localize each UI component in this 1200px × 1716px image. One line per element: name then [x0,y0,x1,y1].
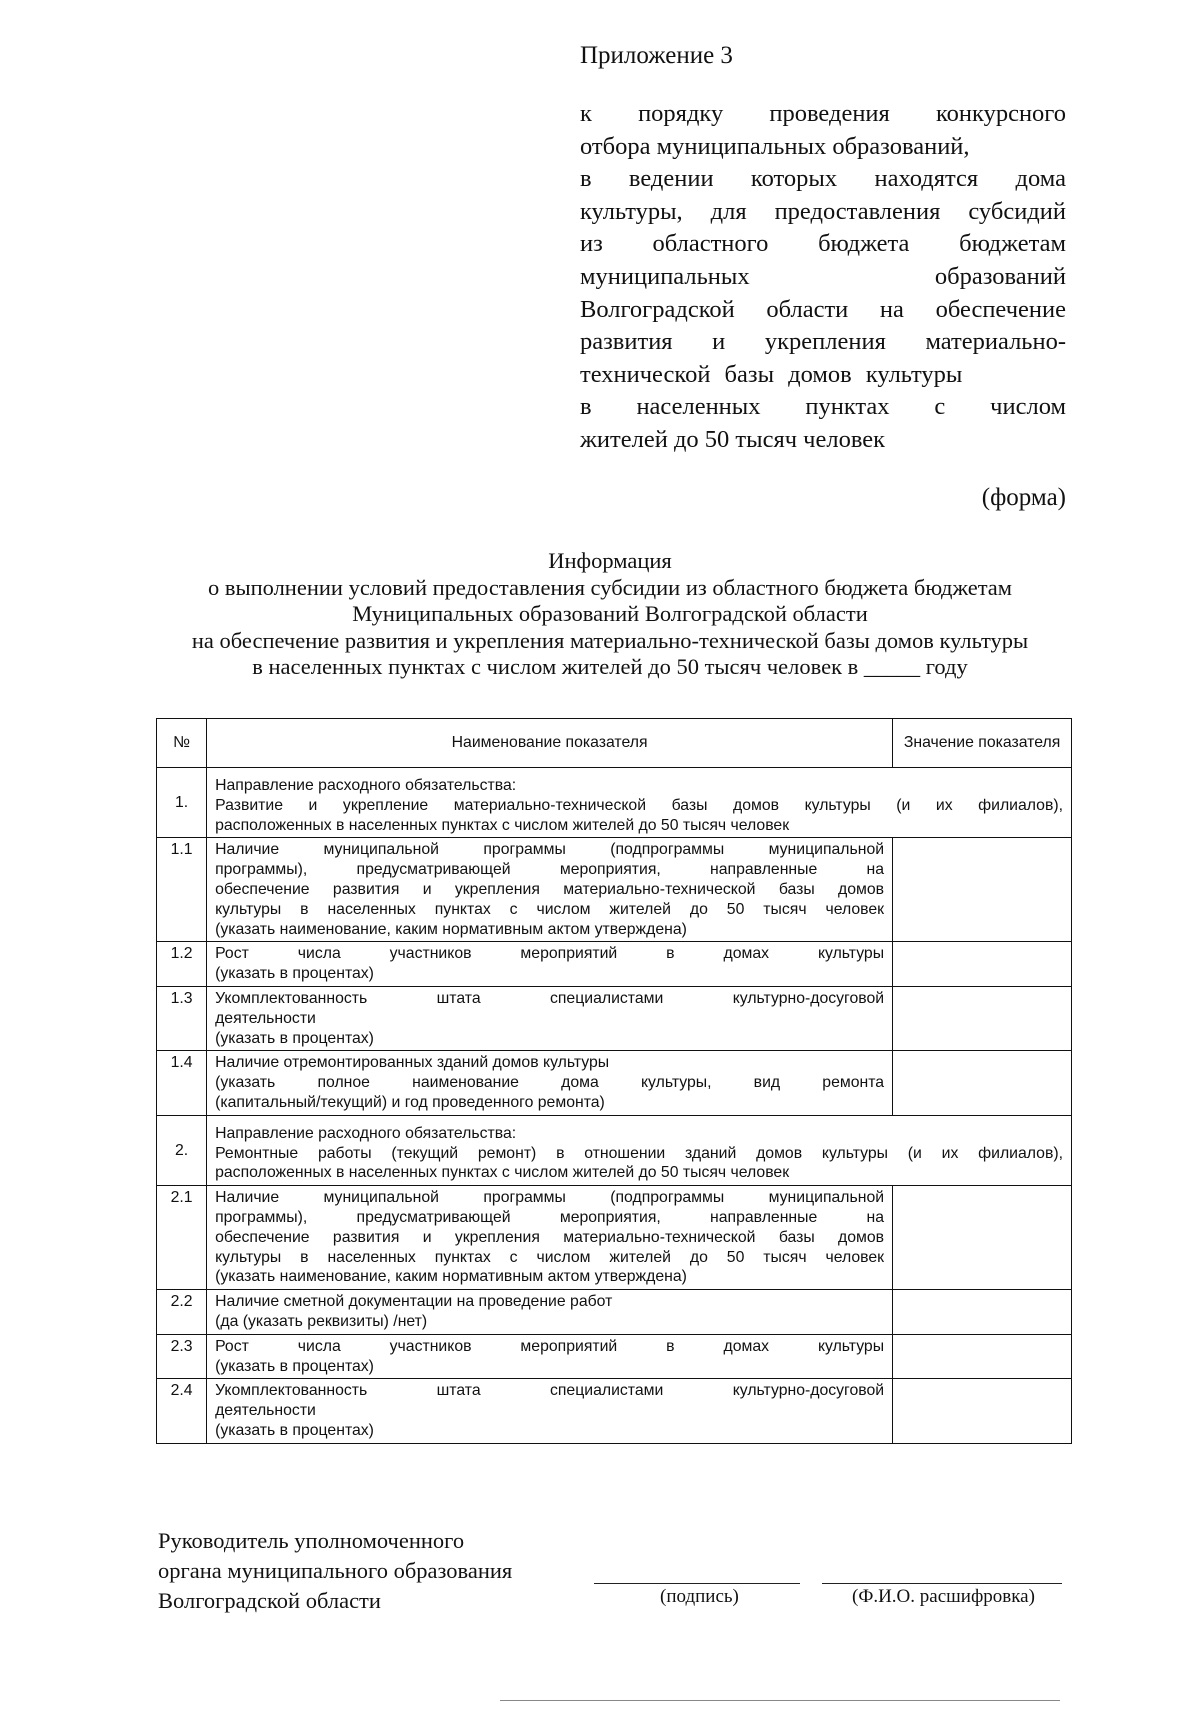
row-indicator-name [207,942,893,987]
appendix-line: развития и укрепления материально- [580,328,1066,356]
indicator-line: (указать в процентах) [215,1357,374,1375]
indicator-line: Наличие отремонтированных зданий домов культуры [215,1054,610,1072]
row-number: 2. [157,1115,207,1185]
row-indicator-name [207,1186,893,1290]
appendix-line: муниципальных образований [580,262,1066,290]
indicator-line: (указать в процентах) [215,965,374,983]
indicator-line: Развитие и укрепление материально-технической базы домов культуры (и их филиалов), [215,796,1063,814]
table-row [157,1186,1072,1290]
sign-caption: (подпись) [660,1586,739,1607]
row-indicator-name [207,1290,893,1335]
row-number: 1.2 [157,942,207,987]
indicator-line: культуры в населенных пунктах с числом жителей до 50 тысяч человек [215,900,885,918]
signature-block [158,1526,512,1616]
indicator-line: Направление расходного обязательства: [215,777,517,794]
indicator-line: Наличие сметной документации на проведение работ [215,1293,613,1311]
table-row [157,768,1072,838]
indicator-line: программы), предусматривающей мероприятия, направленные на [215,1208,885,1226]
appendix-line: в ведении которых находятся дома [580,165,1066,193]
table-row [157,942,1072,987]
document-heading [120,548,1100,681]
indicator-line: Наличие муниципальной программы (подпрограммы муниципальной [215,841,885,859]
heading-line: в населенных пунктах с числом жителей до 50 тысяч человек в _____ году [252,654,968,679]
appendix-line: к порядку проведения конкурсного [580,100,1066,127]
indicator-line: обеспечение развития и укрепления материально-технической базы домов [215,880,885,898]
appendix-line: технической базы домов культуры [580,360,963,388]
signature-line: органа муниципального образования [158,1558,513,1583]
header-value: Значение показателя [893,719,1072,768]
row-indicator-name [207,1051,893,1115]
signature-line: Руководитель уполномоченного [158,1528,465,1553]
row-indicator-name [207,768,1072,838]
indicator-line: обеспечение развития и укрепления материально-технической базы домов [215,1228,885,1246]
indicator-line: Ремонтные работы (текущий ремонт) в отношении зданий домов культуры (и их филиалов), [215,1144,1063,1162]
heading-line: на обеспечение развития и укрепления материально-технической базы домов культуры [191,627,1029,653]
table-row [157,1379,1072,1443]
appendix-line: из областного бюджета бюджетам [580,230,1066,258]
appendix-line: культуры, для предоставления субсидий [580,197,1066,225]
appendix-text [580,98,1066,457]
row-value-cell[interactable] [893,838,1072,942]
indicator-line: расположенных в населенных пунктах с числом жителей до 50 тысяч человек [215,816,790,834]
appendix-title: Приложение 3 [580,42,733,69]
appendix-line: в населенных пунктах с числом [580,393,1066,421]
row-number: 2.1 [157,1186,207,1290]
indicator-line: (капитальный/текущий) и год проведенного ремонта) [215,1093,605,1111]
row-value-cell[interactable] [893,1051,1072,1115]
row-number: 2.4 [157,1379,207,1443]
row-value-cell[interactable] [893,1186,1072,1290]
row-indicator-name [207,838,893,942]
appendix-line: жителей до 50 тысяч человек [580,425,886,453]
indicator-line: (указать наименование, каким нормативным актом утверждена) [215,1268,687,1286]
header-name: Наименование показателя [207,719,893,768]
appendix-line: отбора муниципальных образований, [580,132,970,160]
row-number: 2.3 [157,1334,207,1379]
table-row [157,1334,1072,1379]
row-indicator-name [207,1334,893,1379]
indicator-line: Укомплектованность штата специалистами культурно-досуговой [215,989,885,1007]
indicator-line: Рост числа участников мероприятий в домах культуры [215,1337,885,1355]
table-body [157,768,1072,1444]
row-value-cell[interactable] [893,1334,1072,1379]
indicator-line: культуры в населенных пунктах с числом жителей до 50 тысяч человек [215,1248,885,1266]
row-number: 1.1 [157,838,207,942]
indicator-line: Направление расходного обязательства: [215,1124,517,1142]
table-row [157,1290,1072,1335]
form-label: (форма) [981,484,1066,511]
row-number: 1. [157,768,207,838]
indicator-line: расположенных в населенных пунктах с числом жителей до 50 тысяч человек [215,1164,790,1182]
table-row [157,1115,1072,1185]
indicator-line: деятельности [215,1009,316,1027]
indicator-table [156,718,1072,1444]
heading-line: о выполнении условий предоставления субсидии из областного бюджета бюджетам [207,574,1013,600]
indicator-line: Укомплектованность штата специалистами культурно-досуговой [215,1382,885,1400]
table-header-row [157,719,1072,768]
indicator-line: деятельности [215,1402,316,1420]
row-number: 1.3 [157,986,207,1050]
name-underline [822,1583,1062,1584]
indicator-line: (да (указать реквизиты) /нет) [215,1312,428,1330]
indicator-line: (указать полное наименование дома культуры, вид ремонта [215,1074,885,1092]
table-row [157,1051,1072,1115]
row-indicator-name [207,1115,1072,1185]
indicator-line: программы), предусматривающей мероприятия, направленные на [215,861,885,879]
row-number: 1.4 [157,1051,207,1115]
indicator-line: Рост числа участников мероприятий в домах культуры [215,945,885,963]
row-value-cell[interactable] [893,1290,1072,1335]
row-indicator-name [207,986,893,1050]
appendix-line: Волгоградской области на обеспечение [580,295,1066,323]
indicator-line: (указать в процентах) [215,1029,374,1047]
name-caption: (Ф.И.О. расшифровка) [852,1586,1035,1607]
row-number: 2.2 [157,1290,207,1335]
row-value-cell[interactable] [893,986,1072,1050]
indicator-line: (указать в процентах) [215,1421,374,1439]
signature-line: Волгоградской области [158,1588,381,1613]
row-value-cell[interactable] [893,1379,1072,1443]
header-num: № [157,719,207,768]
signature-underline [594,1583,800,1584]
heading-line: Муниципальных образований Волгоградской области [352,601,868,626]
scan-edge-mark [500,1700,1060,1701]
indicator-line: Наличие муниципальной программы (подпрограммы муниципальной [215,1189,885,1207]
table-row [157,986,1072,1050]
table-row [157,838,1072,942]
heading-title: Информация [548,548,672,573]
row-value-cell[interactable] [893,942,1072,987]
indicator-line: (указать наименование, каким нормативным актом утверждена) [215,920,687,938]
row-indicator-name [207,1379,893,1443]
